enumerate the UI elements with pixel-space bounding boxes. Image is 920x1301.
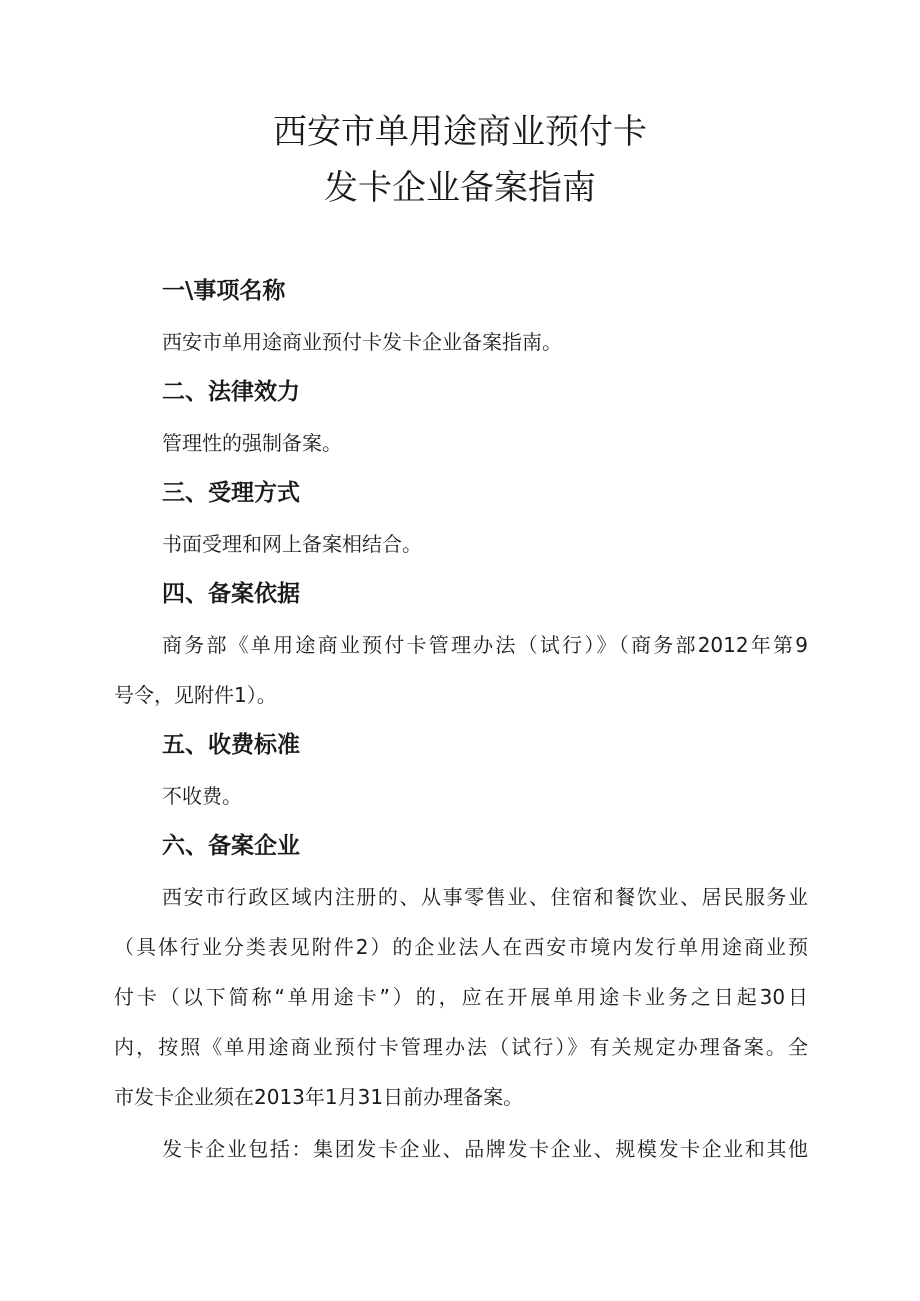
section-body-filing-enterprises-line: 发卡企业包括：集团发卡企业、品牌发卡企业、规模发卡企业和其他 [162,1137,808,1161]
section-body-filing-enterprises-line: 西安市行政区域内注册的、从事零售业、住宿和餐饮业、居民服务业 [162,885,808,909]
section-body-filing-enterprises-line: 市发卡企业须在2013年1月31日前办理备案。 [114,1085,524,1109]
document-title-line-1: 西安市单用途商业预付卡 [273,112,647,152]
section-body-fee-standard: 不收费。 [162,784,242,808]
section-body-acceptance-method: 书面受理和网上备案相结合。 [162,532,422,556]
section-heading-legal-effect: 二、法律效力 [162,379,300,405]
section-body-filing-basis-line: 商务部《单用途商业预付卡管理办法（试行）》（商务部2012年第9 [162,633,808,657]
section-body-filing-enterprises-line: （具体行业分类表见附件2）的企业法人在西安市境内发行单用途商业预 [114,935,808,959]
section-heading-filing-basis: 四、备案依据 [162,581,300,607]
section-body-filing-basis-line: 号令，见附件1）。 [114,683,277,707]
section-heading-filing-enterprises: 六、备案企业 [162,833,300,859]
section-body-filing-enterprises-line: 付卡（以下简称“单用途卡”）的，应在开展单用途卡业务之日起30日 [114,985,808,1009]
section-body-item-name: 西安市单用途商业预付卡发卡企业备案指南。 [162,330,562,354]
section-heading-item-name: 一\事项名称 [162,278,286,304]
document-title-line-2: 发卡企业备案指南 [324,168,596,208]
section-heading-acceptance-method: 三、受理方式 [162,480,300,506]
section-body-legal-effect: 管理性的强制备案。 [162,431,342,455]
section-body-filing-enterprises-line: 内，按照《单用途商业预付卡管理办法（试行）》有关规定办理备案。全 [114,1035,808,1059]
section-heading-fee-standard: 五、收费标准 [162,732,300,758]
